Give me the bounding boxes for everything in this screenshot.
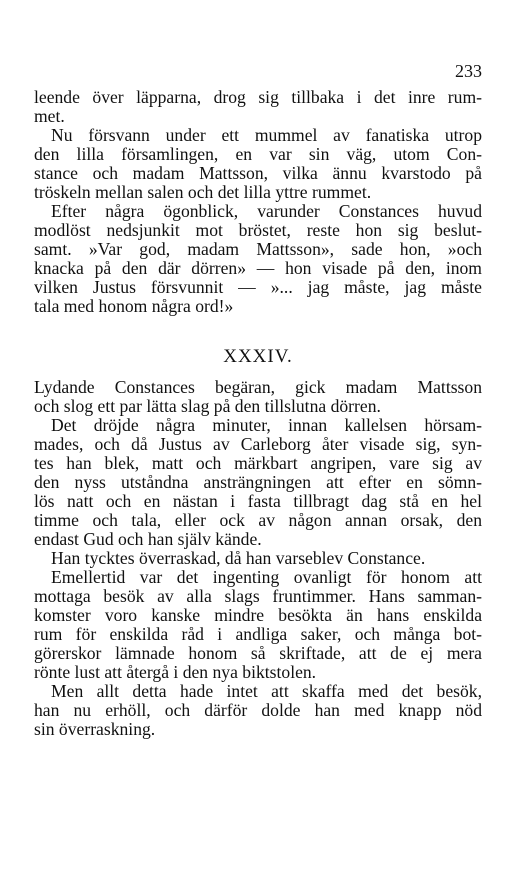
text-line: den nyss utståndna ansträngningen att efter en sömn-: [34, 472, 482, 492]
text-line: Han tycktes överraskad, då han varseblev Constance.: [51, 548, 426, 568]
text-line: lös natt och en nästan i fasta tillbragt dag stå en hel: [34, 491, 482, 511]
text-line: mades, och då Justus av Carleborg åter visade sig, syn-: [34, 434, 482, 454]
text-line: timme och tala, eller ock av någon annan orsak, den: [34, 510, 482, 530]
text-line: han nu erhöll, och därför dolde han med knapp nöd: [34, 700, 482, 720]
text-line: rönte lust att återgå i den nya biktstolen.: [34, 662, 317, 682]
text-line: Men allt detta hade intet att skaffa med det besök,: [51, 681, 482, 701]
text-line: tröskeln mellan salen och det lilla yttre rummet.: [34, 182, 372, 202]
text-line: modlöst nedsjunkit mot bröstet, reste hon sig beslut-: [34, 220, 482, 240]
paragraph-block-bottom: [34, 378, 482, 739]
text-line: Det dröjde några minuter, innan kallelsen hörsam-: [51, 415, 482, 435]
text-line: samt. »Var god, madam Mattsson», sade hon, »och: [34, 239, 482, 259]
text-line: knacka på den där dörren» — hon visade på den, inom: [34, 258, 482, 278]
text-line: rum för enskilda råd i andliga saker, och många bot-: [34, 624, 482, 644]
text-line: sin överraskning.: [34, 719, 156, 739]
text-line: Lydande Constances begäran, gick madam Mattsson: [34, 377, 482, 397]
text-line: Nu försvann under ett mummel av fanatiska utrop: [51, 125, 482, 145]
text-line: och slog ett par lätta slag på den tillslutna dörren.: [34, 396, 381, 416]
chapter-heading: XXXIV.: [223, 346, 293, 367]
text-line: met.: [34, 106, 65, 126]
text-line: komster voro kanske mindre besökta än hans enskilda: [34, 605, 482, 625]
text-line: den lilla församlingen, en var sin väg, utom Con-: [34, 144, 482, 164]
text-line: görerskor lämnade honom så skriftade, att de ej mera: [34, 643, 482, 663]
text-line: tala med honom några ord!»: [34, 296, 234, 316]
text-line: tes han blek, matt och märkbart angripen, vare sig av: [34, 453, 482, 473]
text-line: mottaga besök av alla slags fruntimmer. Hans samman-: [34, 586, 482, 606]
text-line: Emellertid var det ingenting ovanligt för honom att: [51, 567, 482, 587]
text-line: vilken Justus försvunnit — »... jag måste, jag måste: [34, 277, 482, 297]
text-line: endast Gud och han själv kände.: [34, 529, 262, 549]
paragraph-block-top: [34, 88, 482, 316]
text-line: stance och madam Mattsson, vilka ännu kvarstodo på: [34, 163, 482, 183]
page-number: 233: [455, 61, 482, 81]
text-line: Efter några ögonblick, varunder Constances huvud: [51, 201, 482, 221]
text-line: leende över läpparna, drog sig tillbaka i det inre rum-: [34, 87, 482, 107]
